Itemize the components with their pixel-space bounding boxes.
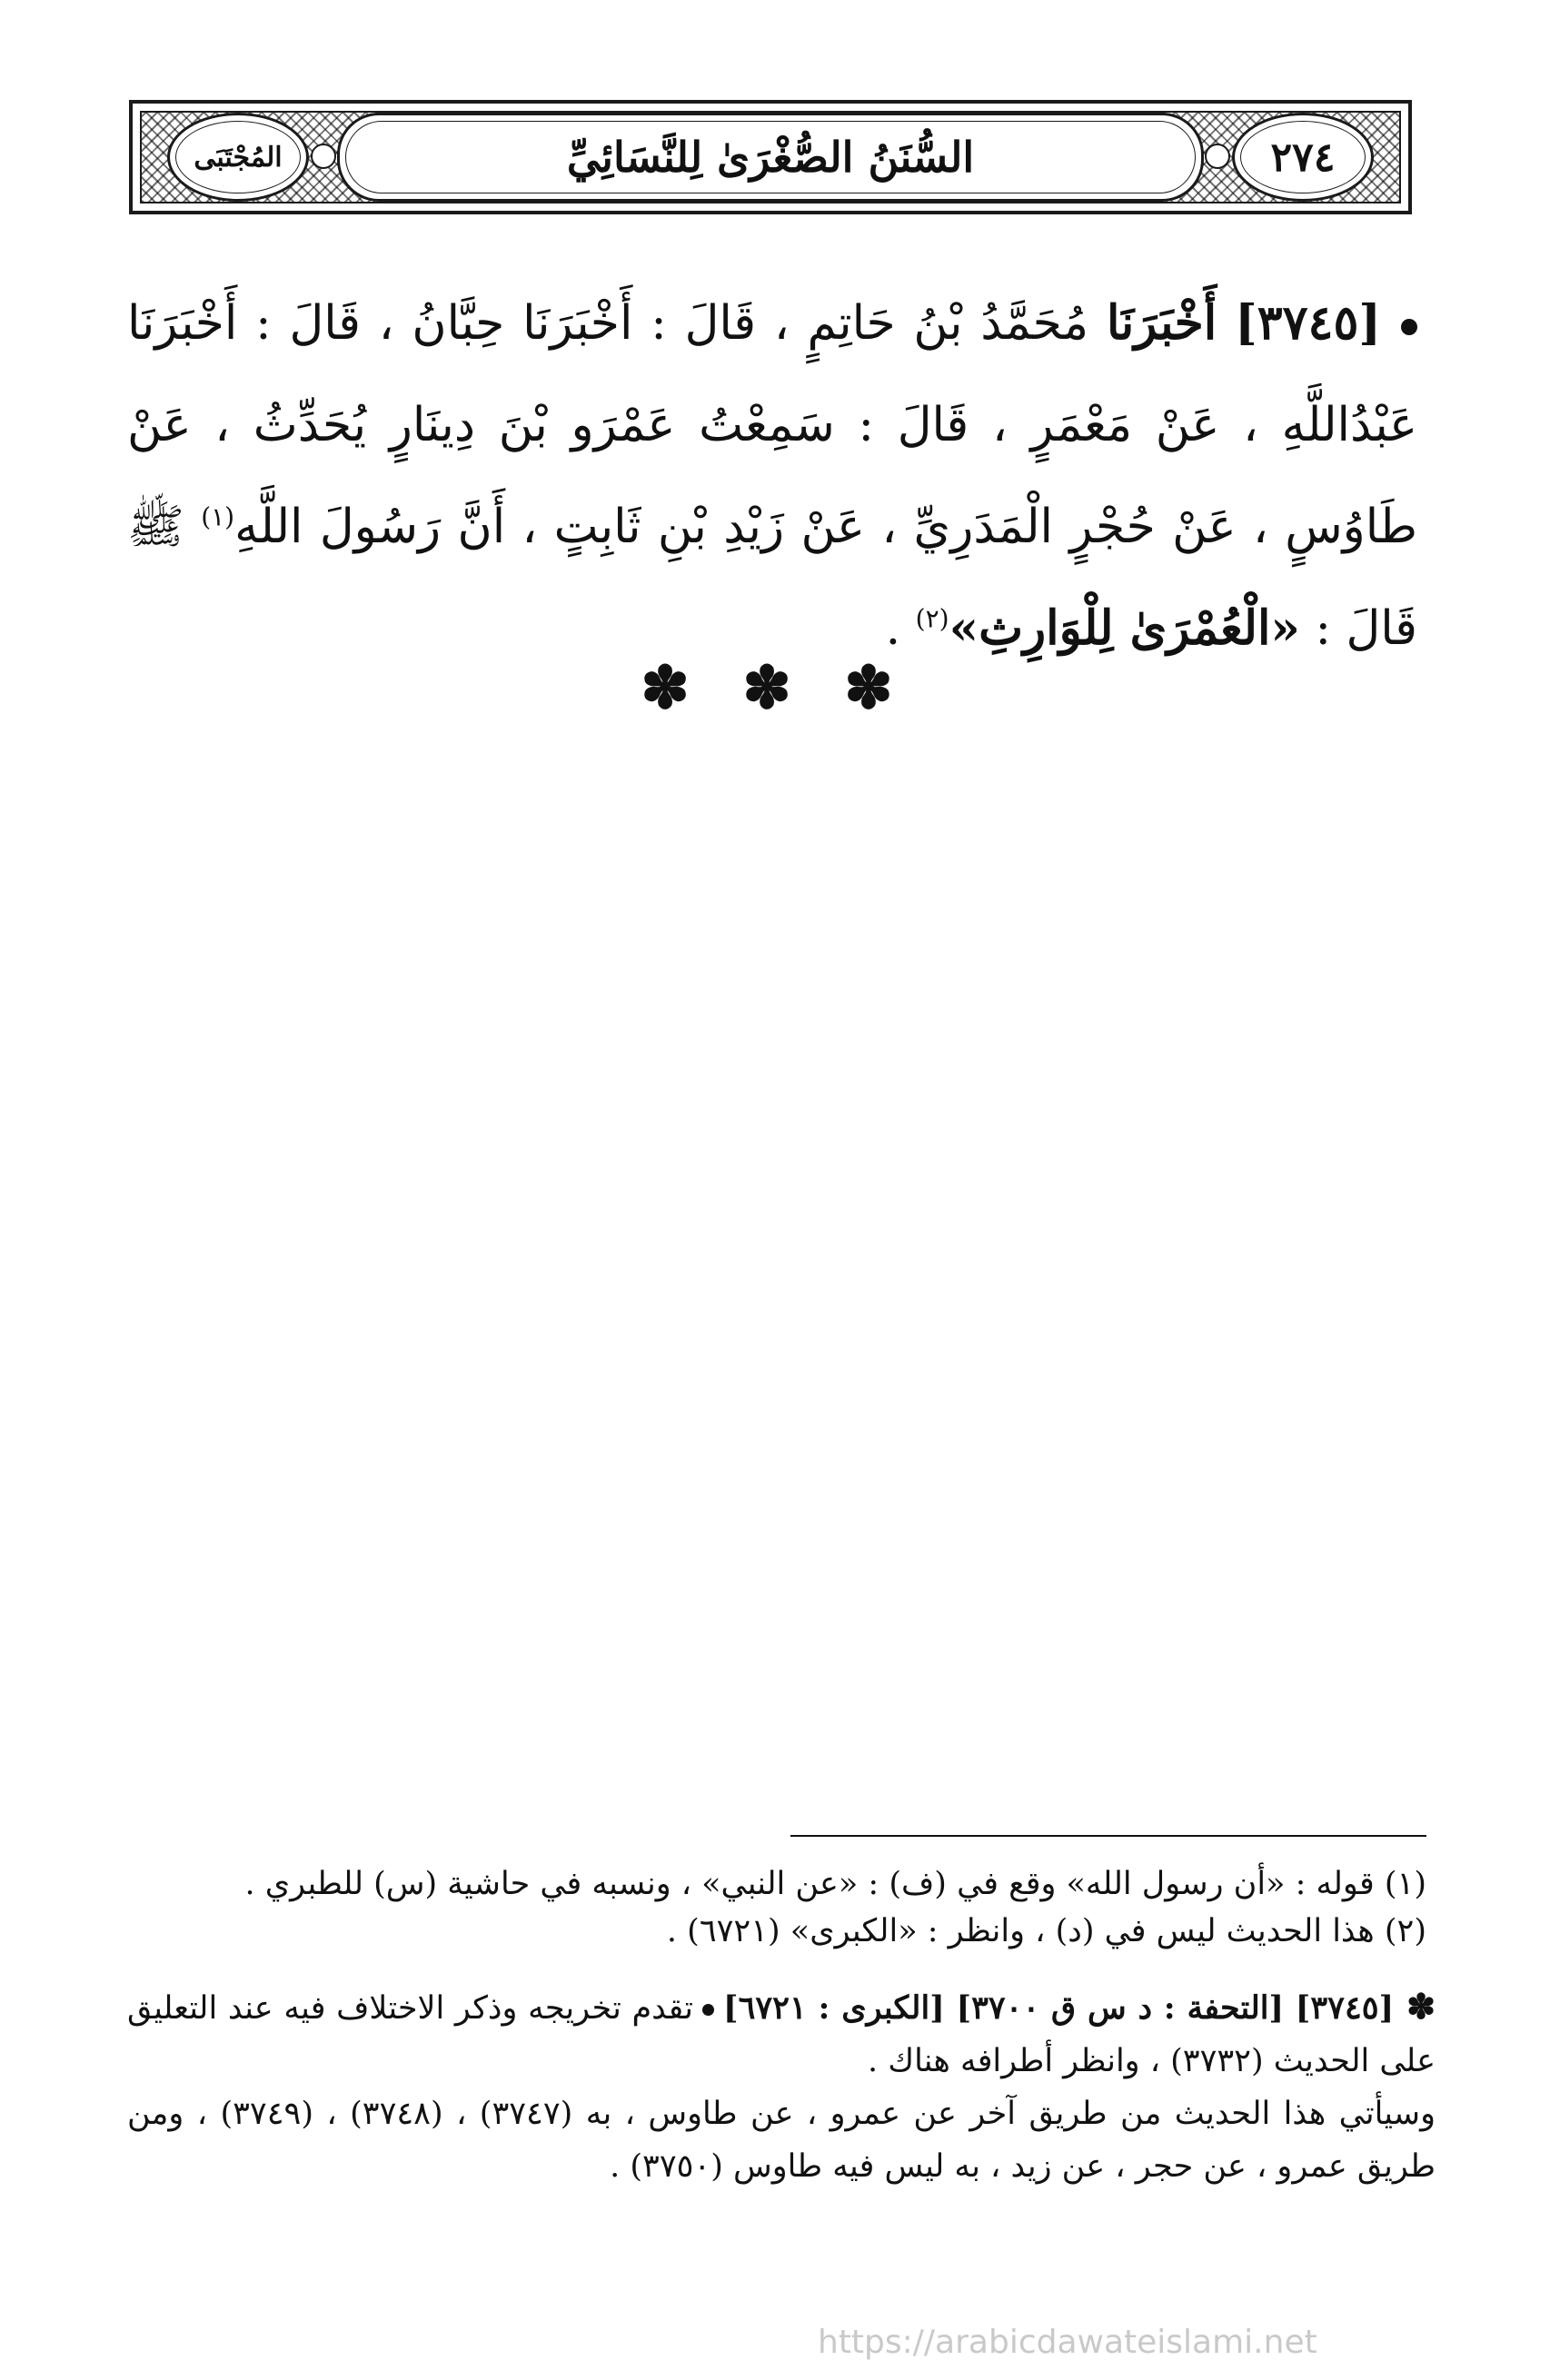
footnote-ref-1[interactable]: (١) (201, 501, 235, 532)
section-separator: ✽ ✽ ✽ (641, 654, 909, 722)
hadith-number: [٣٧٤٥] (1235, 295, 1382, 351)
takhrij-text-1: تقدم تخريجه وذكر الاختلاف فيه عند التعليق على الحديث (٣٧٣٢) ، وانظر أطرافه هناك . (127, 1990, 1436, 2079)
footnotes (127, 1860, 1426, 1955)
bullet-icon (702, 2004, 714, 2016)
title-cartouche (337, 113, 1204, 202)
takhrij-text-2: وسيأتي هذا الحديث من طريق آخر عن عمرو ، عن طاوس ، به (٣٧٤٧) ، (٣٧٤٨) ، (٣٧٤٩) ، ومن طريق عمرو ، عن حجر ، عن زيد ، به ليس فيه طاوس (٣٧٥٠) . (127, 2096, 1436, 2185)
hadith-isnad: مُحَمَّدُ بْنُ حَاتِمٍ ، قَالَ : أَخْبَرَنَا حِبَّانُ ، قَالَ : أَخْبَرَنَا عَبْدُاللَّهِ ، عَنْ مَعْمَرٍ ، قَالَ : سَمِعْتُ عَمْرَو بْنَ دِينَارٍ يُحَدِّثُ ، عَنْ طَاوُسٍ ، عَنْ حُجْرٍ الْمَدَرِيِّ ، عَنْ زَيْدِ بْنِ ثَابِتٍ ، أَنَّ رَسُولَ اللَّهِ (127, 296, 1418, 554)
book-short-title: المُجْتَبَى (194, 141, 283, 174)
footnote-rule (790, 1835, 1426, 1837)
page-number-medallion (1232, 113, 1374, 202)
running-title: السُّنَنُ الصُّغْرَىٰ لِلنَّسَائِيِّ (566, 133, 975, 182)
footnote-2: (٢) هذا الحديث ليس في (د) ، وانظر : «الكبرى» (٦٧٢١) . (666, 1913, 1426, 1949)
footnote-1: (١) قوله : «أن رسول الله» وقع في (ف) : «عن النبي» ، ونسبه في حاشية (س) للطبري . (244, 1866, 1426, 1902)
takhrij-reference: [٣٧٤٥] [التحفة : د س ق ٣٧٠٠] [الكبرى : ٦٧٢١] (723, 1989, 1395, 2027)
page-header (129, 100, 1412, 214)
hadith-end: . (885, 601, 901, 656)
salawat-icon: ﷺ (127, 500, 184, 554)
book-name-medallion (167, 113, 309, 202)
hadith-text (127, 273, 1417, 679)
watermark-url[interactable]: https://arabicdawateislami.net (818, 2324, 1317, 2361)
hadith-matn: «الْعُمْرَىٰ لِلْوَارِثِ» (949, 600, 1300, 656)
page-number: ٢٧٤ (1270, 134, 1336, 181)
ornament-knot-icon (1205, 144, 1230, 169)
asterisk-icon: ✽ (1406, 1986, 1436, 2027)
hadith-qala: قَالَ : (1315, 601, 1417, 656)
hadith-akhbarana: أَخْبَرَنَا (1106, 295, 1217, 351)
takhrij-notes (127, 1980, 1436, 2193)
footnote-ref-2[interactable]: (٢) (915, 603, 949, 634)
bullet-icon (1401, 319, 1417, 335)
ornament-knot-icon (311, 144, 336, 169)
